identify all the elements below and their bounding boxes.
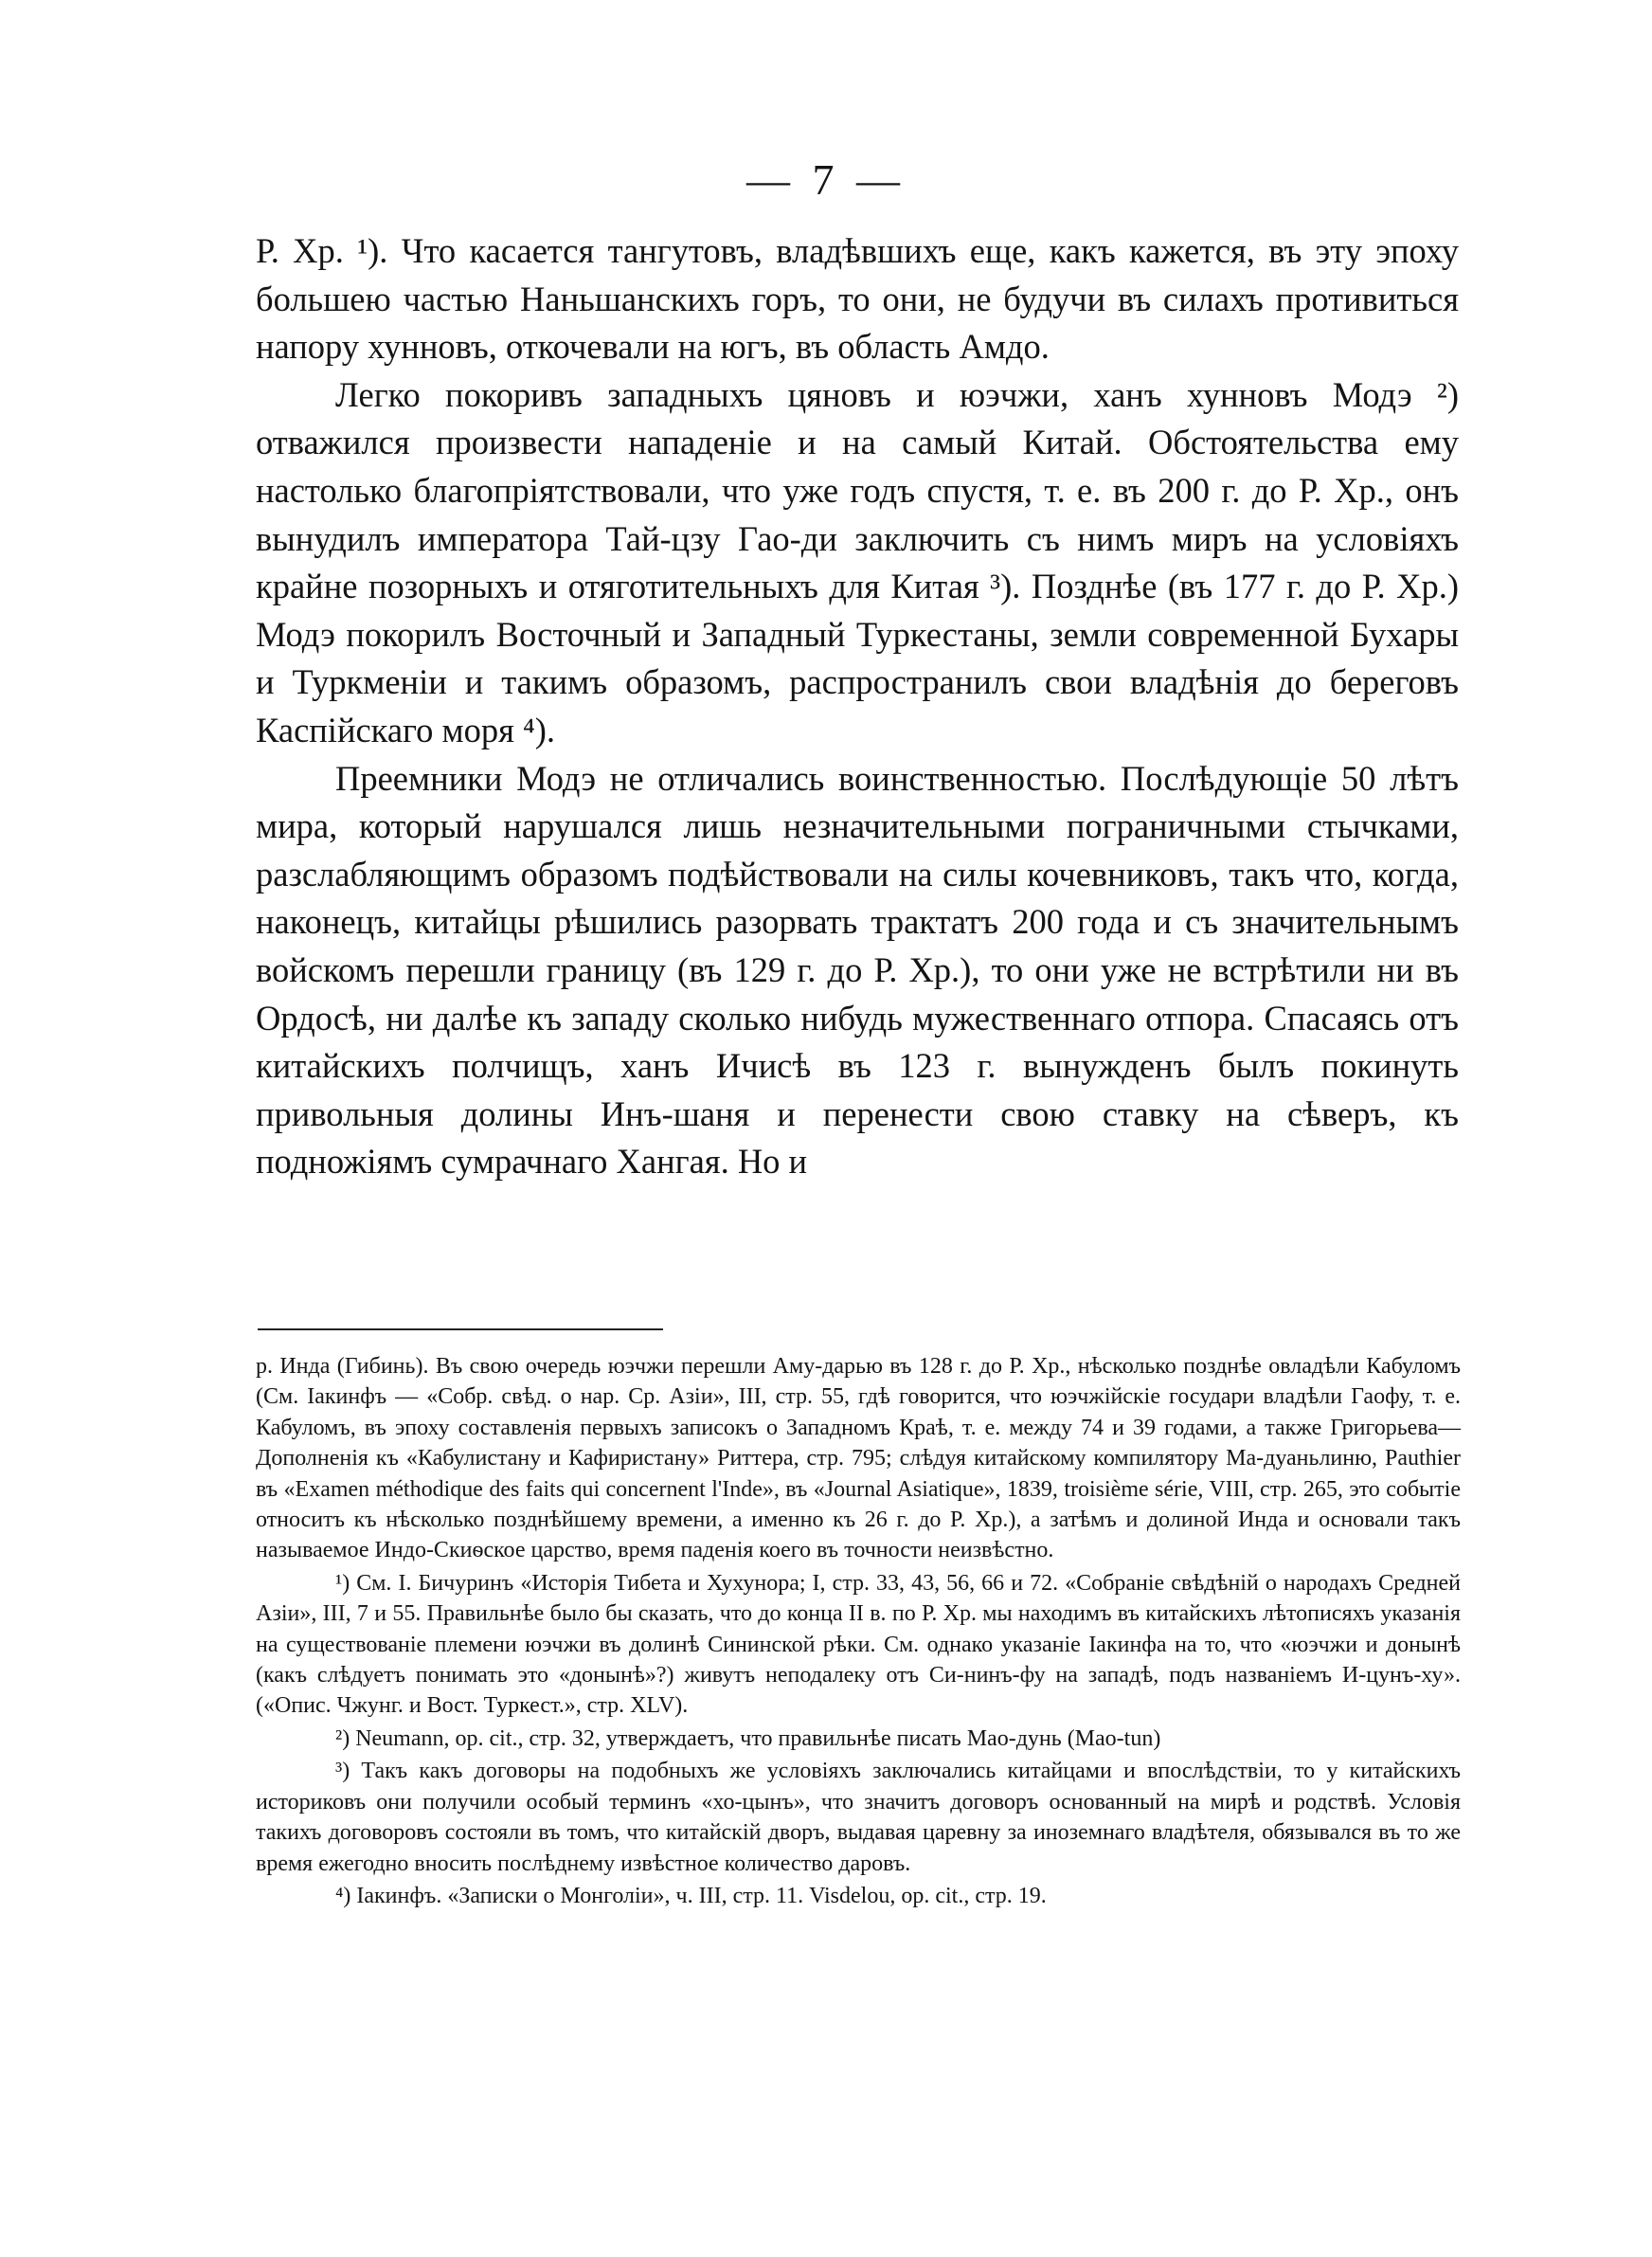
footnote-4: ⁴) Iакинфъ. «Записки о Монголiи», ч. III, стр. 11. Visdelou, op. cit., стр. 19. (335, 1883, 1047, 1908)
footnote-1: ¹) См. I. Бичуринъ «Исторiя Тибета и Хухунора; I, стр. 33, 43, 56, 66 и 72. «Собранiе свѣдѣнiй о народахъ Средней Азiи», III, 7 и 55. Правильнѣе было бы сказать, что до конца II в. по Р. Хр. мы находимъ въ китайскихъ лѣтописяхъ указанiя на существованiе племени юэчжи въ долинѣ Сининской рѣки. См. однако указанiе Iакинфа на то, что «юэчжи и донынѣ (какъ слѣдуетъ понимать это «донынѣ»?) живутъ неподалеку отъ Си-нинъ-фу на западѣ, подъ названiемъ И-цунъ-ху». («Опис. Чжунг. и Вост. Туркест.», стр. XLV). (256, 1570, 1461, 1719)
footnotes (256, 1351, 1461, 1911)
paragraph-3: Преемники Модэ не отличались воинственностью. Послѣдующiе 50 лѣтъ мира, который нарушался лишь незначительными пограничными стычками, разслабляющимъ образомъ подѣйствовали на силы кочевниковъ, такъ что, когда, наконецъ, китайцы рѣшились разорвать трактатъ 200 года и съ значительнымъ войскомъ перешли границу (въ 129 г. до Р. Хр.), то они уже не встрѣтили ни въ Ордосѣ, ни далѣе къ западу сколько нибудь мужественнаго отпора. Спасаясь отъ китайскихъ полчищъ, ханъ Ичисѣ въ 123 г. вынужденъ былъ покинуть привольныя долины Инъ-шаня и перенести свою ставку на сѣверъ, къ подножiямъ сумрачнаго Хангая. Но и (256, 758, 1459, 1182)
footnote-2: ²) Neumann, op. cit., стр. 32, утверждаетъ, что правильнѣе писать Мао-дунь (Mao-tun) (335, 1725, 1161, 1751)
page-number: — 7 — (746, 155, 906, 204)
paragraph-2: Легко покоривъ западныхъ цяновъ и юэчжи, ханъ хунновъ Модэ ²) отважился произвести нападенiе и на самый Китай. Обстоятельства ему настолько благопрiятствовали, что уже годъ спустя, т. е. въ 200 г. до Р. Хр., онъ вынудилъ императора Тай-цзу Гао-ди заключить съ нимъ миръ на условiяхъ крайне позорныхъ и отяготительныхъ для Китая ³). Позднѣе (въ 177 г. до Р. Хр.) Модэ покорилъ Восточный и Западный Туркестаны, земли современной Бухары и Туркменiи и такимъ образомъ, распространилъ свои владѣнiя до береговъ Каспiйскаго моря ⁴). (256, 374, 1459, 749)
footnote-3: ³) Такъ какъ договоры на подобныхъ же условiяхъ заключались китайцами и впослѣдствiи, то у китайскихъ историковъ они получили особый терминъ «хо-цынъ», что значитъ договоръ основанный на мирѣ и родствѣ. Условiя такихъ договоровъ состояли въ томъ, что китайскiй дворъ, выдавая царевну за иноземнаго владѣтеля, обязывался въ то же время ежегодно вносить послѣднему извѣстное количество даровъ. (256, 1759, 1461, 1876)
footnote-separator (258, 1328, 663, 1330)
paragraph-1: Р. Хр. ¹). Что касается тангутовъ, владѣвшихъ еще, какъ кажется, въ эту эпоху большею частью Наньшанскихъ горъ, то они, не будучи въ силахъ противиться напору хунновъ, откочевали на югъ, въ область Амдо. (256, 231, 1459, 367)
main-text (256, 227, 1459, 1186)
footnote-continuation: р. Инда (Гибинь). Въ свою очередь юэчжи перешли Аму-дарью въ 128 г. до Р. Хр., нѣсколько позднѣе овладѣли Кабуломъ (См. Iакинфъ — «Собр. свѣд. о нар. Ср. Азiи», III, стр. 55, гдѣ говорится, что юэчжiйскiе государи владѣли Гаофу, т. е. Кабуломъ, въ эпоху составленiя первыхъ записокъ о Западномъ Краѣ, т. е. между 74 и 39 годами, а также Григорьева—Дополненiя къ «Кабулистану и Кафиристану» Риттера, стр. 795; слѣдуя китайскому компилятору Ма-дуаньлиню, Pauthier въ «Examen méthodique des faits qui concernent l'Inde», въ «Journal Asiatique», 1839, troisième série, VIII, стр. 265, это событiе относитъ къ нѣсколько позднѣйшему времени, а именно къ 26 г. до Р. Хр.), а затѣмъ и долиной Инда и основали такъ называемое Индо-Скиѳское царство, время паденiя коего въ точности неизвѣстно. (256, 1354, 1461, 1563)
